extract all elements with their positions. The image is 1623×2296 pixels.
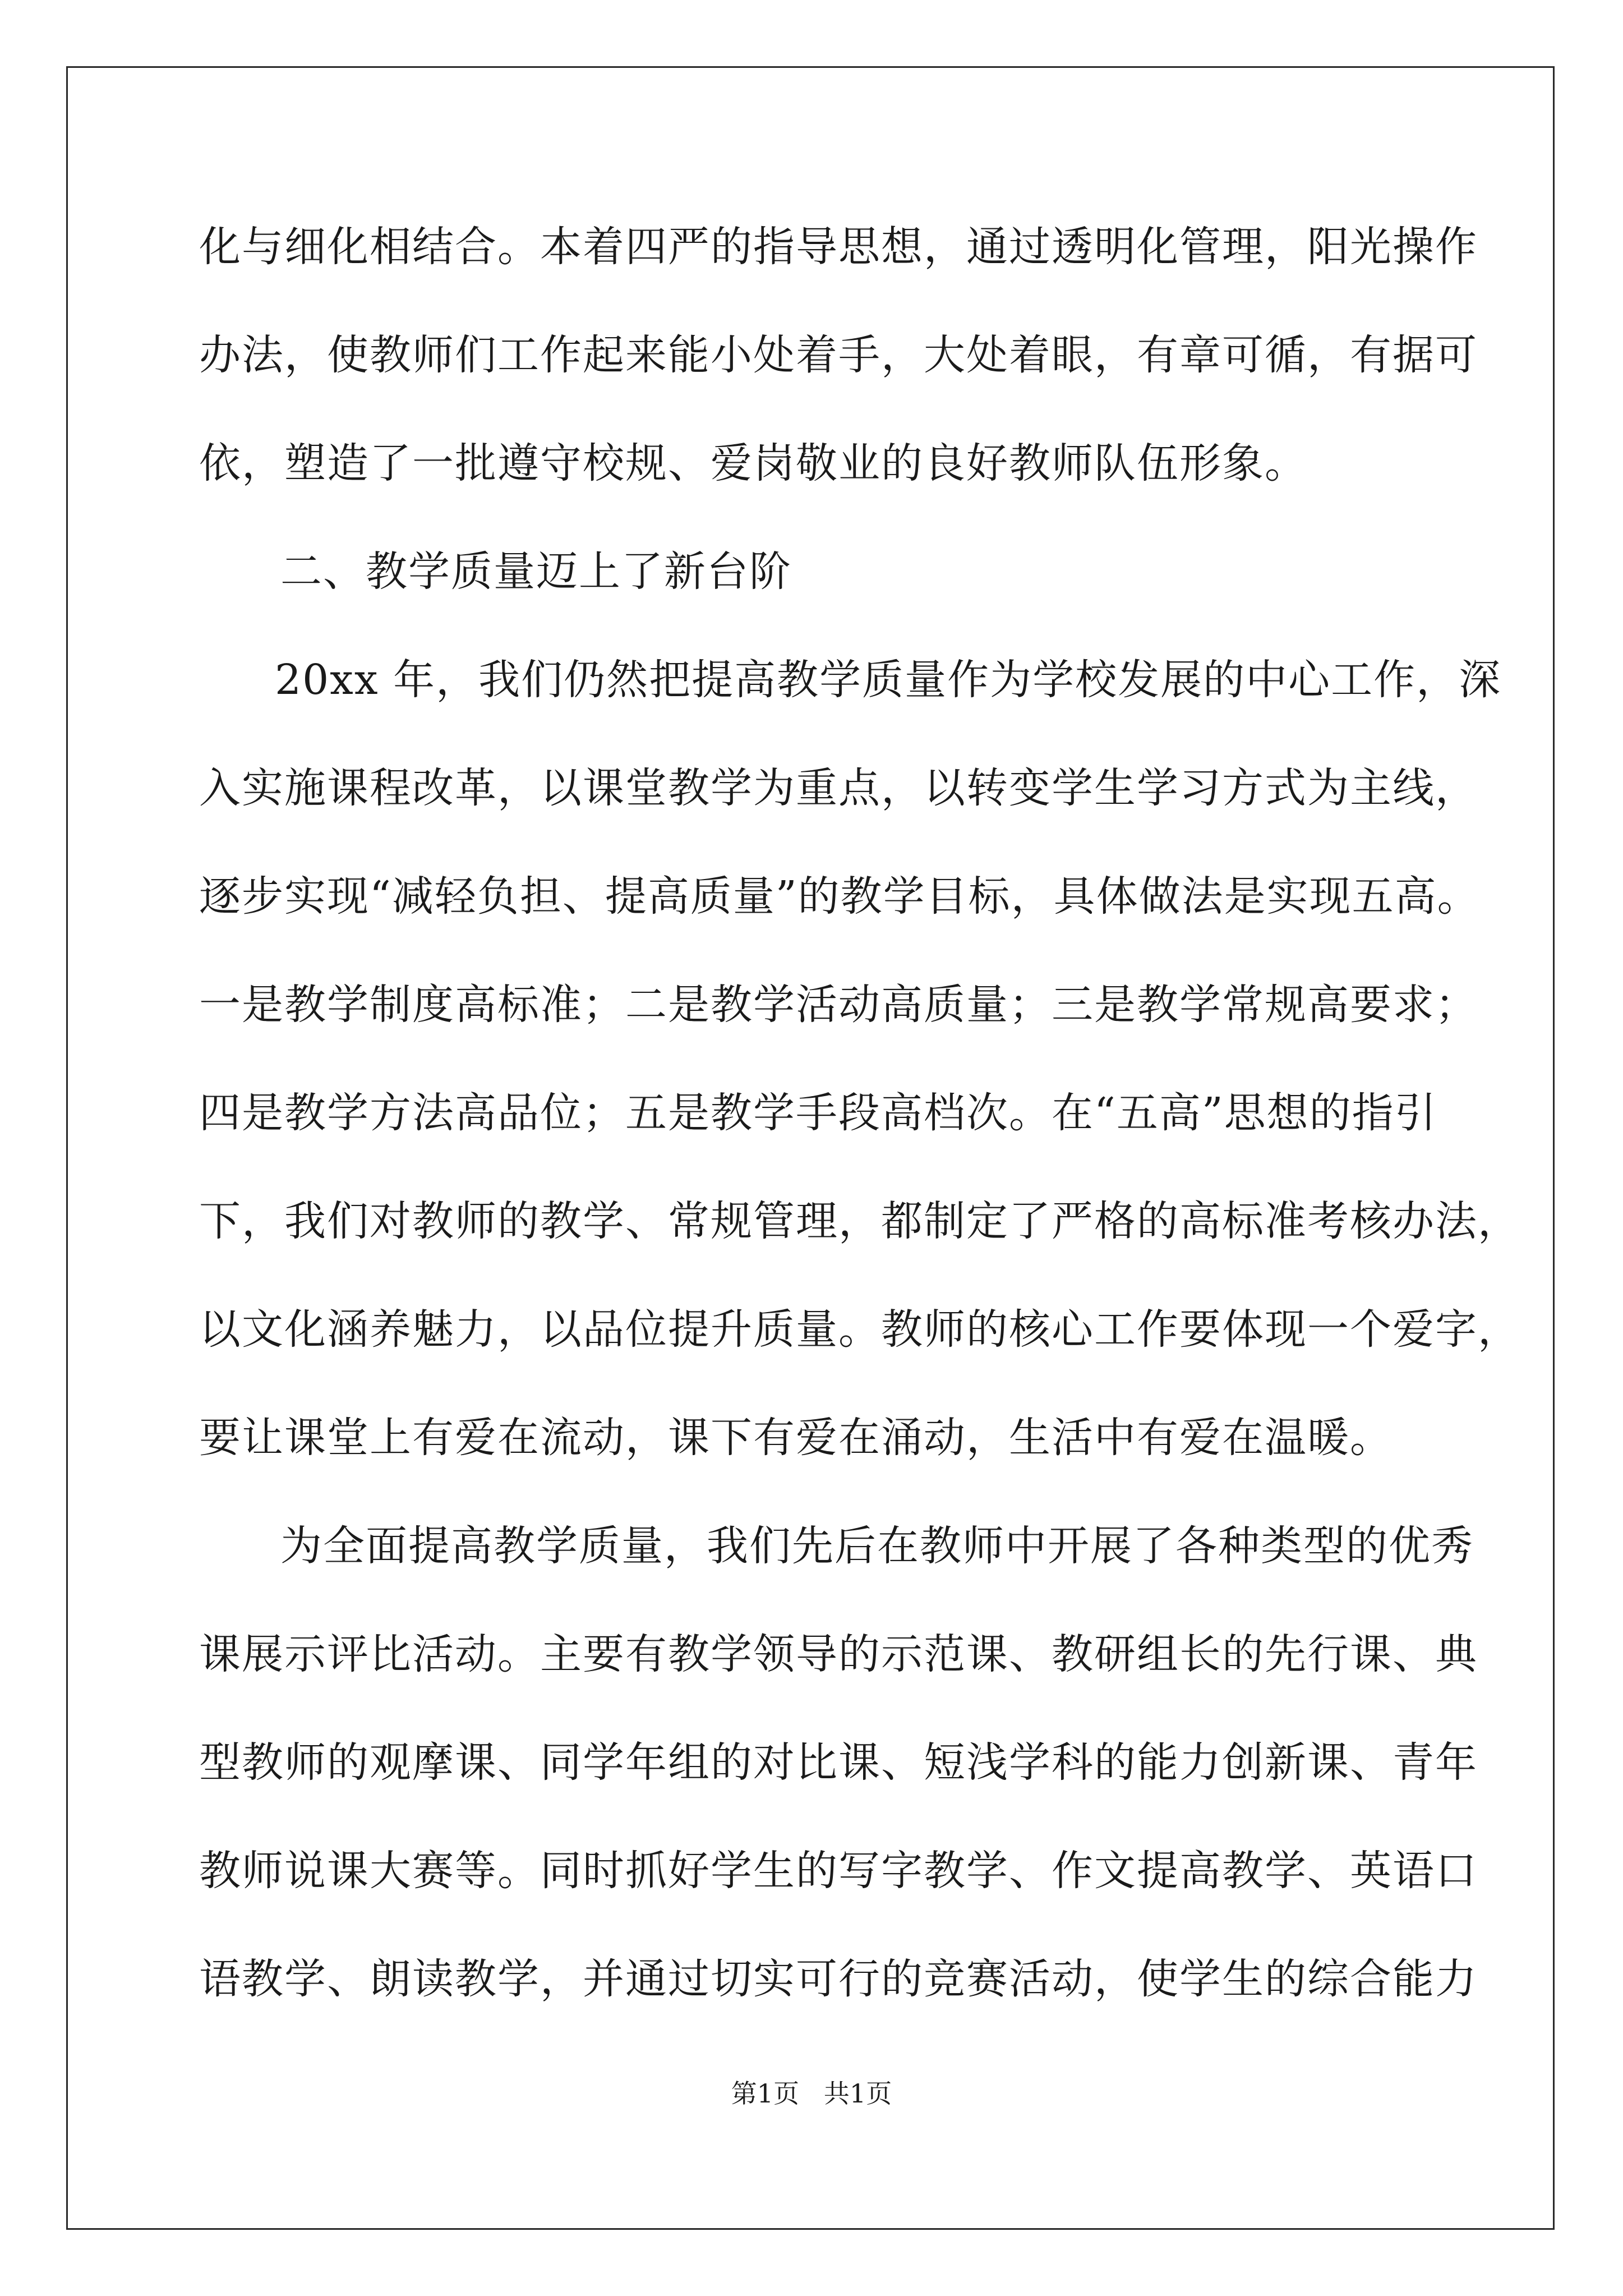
text-line: 课展示评比活动。主要有教学领导的示范课、教研组长的先行课、典 [199, 1630, 1478, 1678]
text-line: 下，我们对教师的教学、常规管理，都制定了严格的高标准考核办法， [199, 1197, 1520, 1245]
text-line: 依，塑造了一批遵守校规、爱岗敬业的良好教师队伍形象。 [199, 439, 1307, 487]
page-border [66, 66, 1555, 2230]
paragraph-start: 20xx 年，我们仍然把提高教学质量作为学校发展的中心工作，深 [275, 656, 1502, 704]
text-line: 办法，使教师们工作起来能小处着手，大处着眼，有章可循，有据可 [199, 331, 1478, 379]
text-line: 四是教学方法高品位；五是教学手段高档次。在“五高”思想的指引 [199, 1089, 1437, 1137]
section-heading: 二、教学质量迈上了新台阶 [280, 547, 792, 596]
text-line: 要让课堂上有爱在流动，课下有爱在涌动，生活中有爱在温暖。 [199, 1414, 1393, 1462]
text-line: 型教师的观摩课、同学年组的对比课、短浅学科的能力创新课、青年 [199, 1738, 1478, 1787]
page-number-footer: 第1页 共1页 [731, 2078, 892, 2109]
text-line: 教师说课大赛等。同时抓好学生的写字教学、作文提高教学、英语口 [199, 1847, 1478, 1895]
paragraph-start: 为全面提高教学质量，我们先后在教师中开展了各种类型的优秀 [280, 1522, 1474, 1570]
text-line: 语教学、朗读教学，并通过切实可行的竞赛活动，使学生的综合能力 [199, 1955, 1478, 2003]
text-line: 化与细化相结合。本着四严的指导思想，通过透明化管理，阳光操作 [199, 223, 1478, 271]
text-line: 一是教学制度高标准；二是教学活动高质量；三是教学常规高要求； [199, 981, 1478, 1029]
text-line: 入实施课程改革，以课堂教学为重点，以转变学生学习方式为主线， [199, 764, 1478, 812]
text-line: 逐步实现“减轻负担、提高质量”的教学目标，具体做法是实现五高。 [199, 872, 1480, 921]
text-line: 以文化涵养魅力，以品位提升质量。教师的核心工作要体现一个爱字， [199, 1305, 1520, 1354]
